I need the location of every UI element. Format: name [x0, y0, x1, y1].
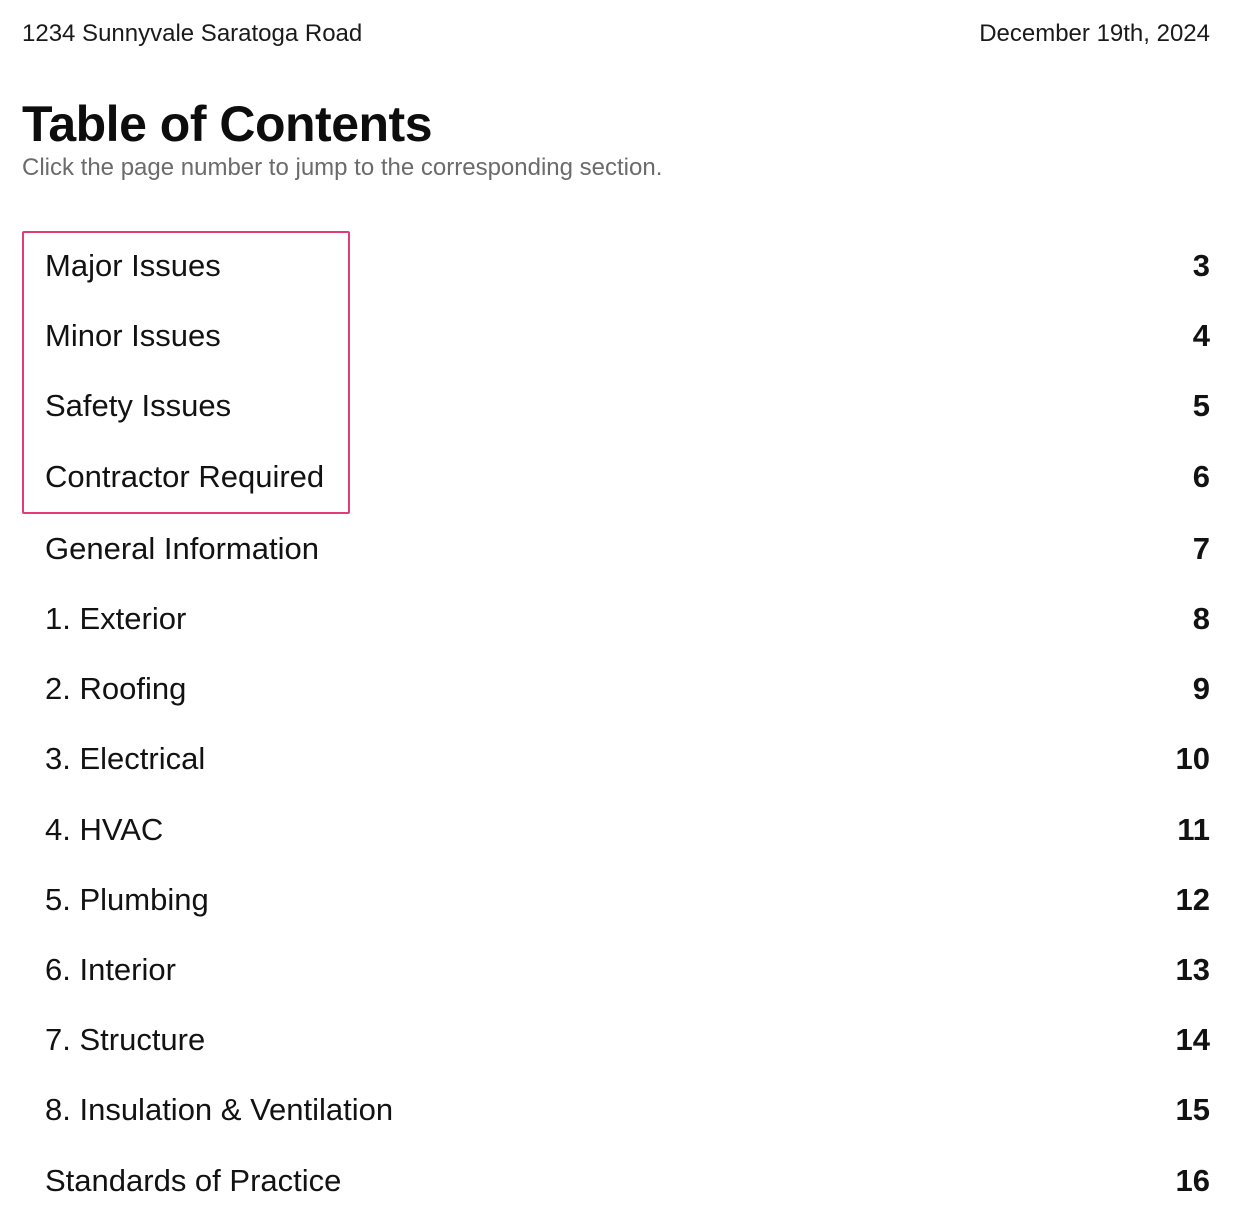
toc-item-label: Contractor Required [45, 458, 325, 494]
toc-item-label: 3. Electrical [45, 741, 206, 777]
toc-item-label: 5. Plumbing [45, 881, 209, 917]
highlighted-summary-group [22, 231, 1210, 514]
toc-page-link[interactable]: 8 [1192, 601, 1210, 637]
toc-item-exterior[interactable] [22, 584, 1210, 654]
toc-item-label: Standards of Practice [45, 1162, 342, 1198]
toc-page-link[interactable]: 10 [1175, 741, 1210, 777]
toc-item-major-issues[interactable] [22, 231, 1210, 301]
toc-item-label: 4. HVAC [45, 811, 164, 847]
toc-section-list [22, 514, 1210, 1216]
toc-page-link[interactable]: 15 [1175, 1092, 1210, 1128]
toc-page-link[interactable]: 5 [1192, 388, 1210, 424]
toc-item-insulation-ventilation[interactable] [22, 1075, 1210, 1145]
toc-item-interior[interactable] [22, 935, 1210, 1005]
page-subtitle: Click the page number to jump to the corresponding section. [22, 154, 663, 181]
table-of-contents [22, 231, 1210, 1216]
toc-page-link[interactable]: 11 [1177, 811, 1210, 847]
toc-item-label: 7. Structure [45, 1022, 206, 1058]
toc-page-link[interactable]: 14 [1175, 1022, 1210, 1058]
toc-item-label: 1. Exterior [45, 601, 187, 637]
toc-page-link[interactable]: 13 [1175, 951, 1210, 987]
toc-item-label: 2. Roofing [45, 671, 187, 707]
toc-item-hvac[interactable] [22, 795, 1210, 865]
toc-item-electrical[interactable] [22, 724, 1210, 794]
toc-item-label: Safety Issues [45, 388, 232, 424]
toc-item-structure[interactable] [22, 1005, 1210, 1075]
toc-page-link[interactable]: 12 [1175, 881, 1210, 917]
page-title: Table of Contents [22, 96, 433, 152]
toc-item-minor-issues[interactable] [22, 301, 1210, 371]
toc-item-roofing[interactable] [22, 654, 1210, 724]
report-date: December 19th, 2024 [979, 20, 1210, 47]
toc-page-link[interactable]: 4 [1192, 318, 1210, 354]
toc-item-general-information[interactable] [22, 514, 1210, 584]
report-header [22, 18, 1210, 50]
toc-item-label: 6. Interior [45, 951, 176, 987]
toc-item-label: Minor Issues [45, 318, 221, 354]
toc-item-label: Major Issues [45, 248, 221, 284]
toc-item-label: General Information [45, 530, 319, 566]
toc-item-contractor-required[interactable] [22, 442, 1210, 512]
property-address: 1234 Sunnyvale Saratoga Road [22, 20, 363, 47]
toc-item-plumbing[interactable] [22, 865, 1210, 935]
toc-page-link[interactable]: 9 [1192, 671, 1210, 707]
toc-item-standards-of-practice[interactable] [22, 1145, 1210, 1215]
toc-item-label: 8. Insulation & Ventilation [45, 1092, 394, 1128]
toc-page-link[interactable]: 6 [1192, 458, 1210, 494]
toc-page-link[interactable]: 7 [1192, 530, 1210, 566]
toc-page-link[interactable]: 16 [1175, 1162, 1210, 1198]
toc-item-safety-issues[interactable] [22, 371, 1210, 441]
toc-page-link[interactable]: 3 [1192, 248, 1210, 284]
